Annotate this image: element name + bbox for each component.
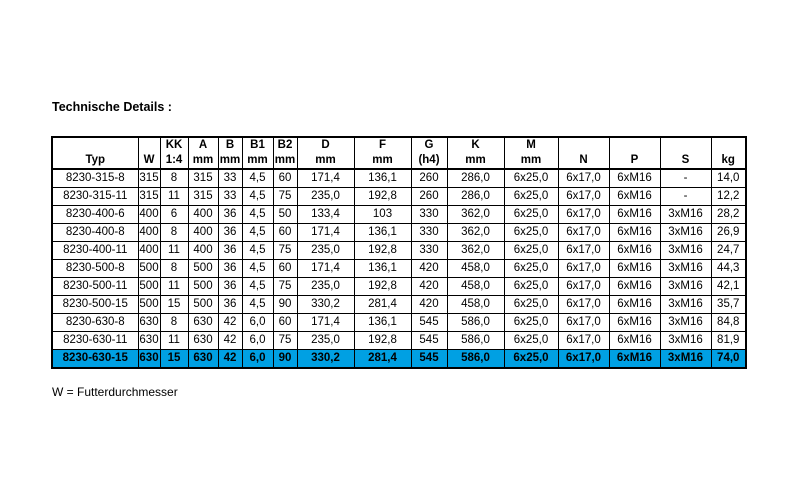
table-cell: 14,0 (711, 169, 746, 188)
table-cell: 330,2 (297, 296, 354, 314)
column-header: mm (297, 153, 354, 169)
table-cell: 136,1 (354, 224, 411, 242)
table-cell: 545 (411, 350, 447, 369)
table-header (52, 137, 746, 169)
table-cell: 42 (218, 350, 242, 369)
table-cell: 6xM16 (609, 314, 660, 332)
table-cell: 12,2 (711, 188, 746, 206)
table-cell: 171,4 (297, 260, 354, 278)
table-cell: 3xM16 (660, 206, 711, 224)
table-row (52, 278, 746, 296)
table-cell: 26,9 (711, 224, 746, 242)
table-cell: 74,0 (711, 350, 746, 369)
table-cell: 36 (218, 206, 242, 224)
table-cell: 84,8 (711, 314, 746, 332)
table-row (52, 332, 746, 350)
table-cell: 60 (273, 169, 297, 188)
table-row (52, 224, 746, 242)
table-cell: 586,0 (447, 314, 504, 332)
table-cell: 260 (411, 188, 447, 206)
type-cell: 8230-315-11 (52, 188, 138, 206)
footnote: W = Futterdurchmesser (52, 385, 178, 399)
table-cell: 103 (354, 206, 411, 224)
column-header: mm (188, 153, 218, 169)
table-cell: 8 (160, 224, 188, 242)
table-cell: 6x25,0 (504, 278, 558, 296)
table-cell: 362,0 (447, 206, 504, 224)
table-cell: 192,8 (354, 278, 411, 296)
column-header: G (411, 137, 447, 153)
table-cell: 400 (188, 206, 218, 224)
table-cell: 362,0 (447, 242, 504, 260)
table-cell: 286,0 (447, 188, 504, 206)
table-cell: 420 (411, 278, 447, 296)
table-cell: 4,5 (242, 260, 273, 278)
table-cell: 362,0 (447, 224, 504, 242)
table-cell: 6x25,0 (504, 260, 558, 278)
column-header: mm (273, 153, 297, 169)
table-cell: 42 (218, 314, 242, 332)
table-cell: 75 (273, 188, 297, 206)
table-cell: 15 (160, 350, 188, 369)
table-cell: 15 (160, 296, 188, 314)
table-cell: 500 (138, 260, 160, 278)
table-cell: 8 (160, 169, 188, 188)
table-cell: 400 (188, 224, 218, 242)
type-cell: 8230-400-8 (52, 224, 138, 242)
table-cell: 6x17,0 (558, 350, 609, 369)
column-header: Typ (52, 153, 138, 169)
column-header: S (660, 153, 711, 169)
table-cell: 458,0 (447, 296, 504, 314)
table-cell: 4,5 (242, 278, 273, 296)
type-cell: 8230-630-11 (52, 332, 138, 350)
table-cell: 315 (188, 188, 218, 206)
table-cell: 4,5 (242, 224, 273, 242)
table-cell: 192,8 (354, 332, 411, 350)
table-cell: 500 (138, 278, 160, 296)
table-cell: 315 (138, 169, 160, 188)
table-cell: 6x25,0 (504, 350, 558, 369)
table-cell: 6x17,0 (558, 296, 609, 314)
table-cell: 235,0 (297, 242, 354, 260)
table-cell: 281,4 (354, 296, 411, 314)
table-cell: 192,8 (354, 242, 411, 260)
column-header: B (218, 137, 242, 153)
table-cell: 458,0 (447, 278, 504, 296)
table-body (52, 169, 746, 368)
table-row (52, 242, 746, 260)
table-cell: 630 (188, 314, 218, 332)
table-cell: 6xM16 (609, 260, 660, 278)
column-header: KK (160, 137, 188, 153)
table-cell: 400 (188, 242, 218, 260)
table-cell: 500 (188, 278, 218, 296)
table-cell: 36 (218, 242, 242, 260)
table-cell: 75 (273, 242, 297, 260)
table-cell: 24,7 (711, 242, 746, 260)
table-cell: 6xM16 (609, 296, 660, 314)
table-cell: 281,4 (354, 350, 411, 369)
column-header: N (558, 153, 609, 169)
header-row-units-top (52, 137, 746, 153)
table-cell: 330 (411, 224, 447, 242)
table-cell: 44,3 (711, 260, 746, 278)
table-cell: 6xM16 (609, 278, 660, 296)
technical-details-table (51, 136, 747, 369)
table-cell: 3xM16 (660, 224, 711, 242)
column-header: A (188, 137, 218, 153)
table-cell: 6xM16 (609, 332, 660, 350)
table-cell: 171,4 (297, 169, 354, 188)
table-cell: 6x25,0 (504, 242, 558, 260)
table-cell: 545 (411, 332, 447, 350)
column-header: P (609, 153, 660, 169)
table-cell: 315 (138, 188, 160, 206)
column-header (711, 137, 746, 153)
table-cell: 6x17,0 (558, 188, 609, 206)
table-cell: 171,4 (297, 314, 354, 332)
table-cell: 11 (160, 278, 188, 296)
column-header: (h4) (411, 153, 447, 169)
table-row-highlighted (52, 350, 746, 369)
column-header: K (447, 137, 504, 153)
table-row (52, 314, 746, 332)
table-cell: 42 (218, 332, 242, 350)
column-header: F (354, 137, 411, 153)
column-header (660, 137, 711, 153)
table-cell: 6x25,0 (504, 332, 558, 350)
table-cell: 286,0 (447, 169, 504, 188)
table-cell: 6xM16 (609, 350, 660, 369)
table-cell: 630 (138, 332, 160, 350)
table-cell: 545 (411, 314, 447, 332)
table-cell: 6,0 (242, 314, 273, 332)
table-cell: 630 (138, 314, 160, 332)
type-cell: 8230-400-11 (52, 242, 138, 260)
table-row (52, 260, 746, 278)
table-cell: 420 (411, 260, 447, 278)
column-header: mm (242, 153, 273, 169)
table-cell: 315 (188, 169, 218, 188)
table-cell: 6xM16 (609, 188, 660, 206)
column-header: mm (447, 153, 504, 169)
table-cell: 11 (160, 242, 188, 260)
table-cell: 3xM16 (660, 296, 711, 314)
table-cell: 4,5 (242, 206, 273, 224)
table-cell: 6xM16 (609, 169, 660, 188)
column-header: mm (504, 153, 558, 169)
type-cell: 8230-315-8 (52, 169, 138, 188)
table-cell: 3xM16 (660, 332, 711, 350)
column-header: D (297, 137, 354, 153)
table-cell: 260 (411, 169, 447, 188)
table-cell: 33 (218, 188, 242, 206)
table-row (52, 188, 746, 206)
table-cell: - (660, 188, 711, 206)
table-cell: 6xM16 (609, 242, 660, 260)
table-cell: 3xM16 (660, 314, 711, 332)
table-cell: 171,4 (297, 224, 354, 242)
type-cell: 8230-500-11 (52, 278, 138, 296)
table-cell: 400 (138, 224, 160, 242)
table-cell: 6x25,0 (504, 206, 558, 224)
table-cell: 6,0 (242, 332, 273, 350)
type-cell: 8230-630-8 (52, 314, 138, 332)
table-cell: 33 (218, 169, 242, 188)
table-cell: 6x17,0 (558, 169, 609, 188)
table-cell: 3xM16 (660, 242, 711, 260)
table-cell: 192,8 (354, 188, 411, 206)
column-header: M (504, 137, 558, 153)
table-cell: 6xM16 (609, 206, 660, 224)
table-cell: 458,0 (447, 260, 504, 278)
table-cell: 6x17,0 (558, 224, 609, 242)
table-cell: 500 (138, 296, 160, 314)
table-cell: 330 (411, 206, 447, 224)
table-cell: 4,5 (242, 296, 273, 314)
table-cell: 6,0 (242, 350, 273, 369)
table-cell: 4,5 (242, 169, 273, 188)
table-cell: 136,1 (354, 260, 411, 278)
table-cell: 35,7 (711, 296, 746, 314)
table-cell: 60 (273, 260, 297, 278)
table-cell: 3xM16 (660, 278, 711, 296)
table-cell: 8 (160, 314, 188, 332)
column-header: W (138, 153, 160, 169)
table-cell: 136,1 (354, 314, 411, 332)
table-cell: 11 (160, 332, 188, 350)
table-cell: 400 (138, 242, 160, 260)
table-cell: - (660, 169, 711, 188)
type-cell: 8230-400-6 (52, 206, 138, 224)
column-header (52, 137, 138, 153)
table-cell: 36 (218, 260, 242, 278)
table-cell: 630 (138, 350, 160, 369)
column-header: mm (354, 153, 411, 169)
table-cell: 235,0 (297, 278, 354, 296)
table-cell: 28,2 (711, 206, 746, 224)
table-row (52, 296, 746, 314)
table-cell: 90 (273, 296, 297, 314)
table-cell: 235,0 (297, 188, 354, 206)
type-cell: 8230-500-15 (52, 296, 138, 314)
table-cell: 8 (160, 260, 188, 278)
table-cell: 420 (411, 296, 447, 314)
table-cell: 6x17,0 (558, 260, 609, 278)
header-row-labels (52, 153, 746, 169)
table-cell: 3xM16 (660, 350, 711, 369)
column-header: mm (218, 153, 242, 169)
column-header: B2 (273, 137, 297, 153)
table-cell: 586,0 (447, 350, 504, 369)
table-cell: 42,1 (711, 278, 746, 296)
table-cell: 330,2 (297, 350, 354, 369)
column-header: kg (711, 153, 746, 169)
table-cell: 6x25,0 (504, 224, 558, 242)
table-cell: 36 (218, 296, 242, 314)
table-row (52, 169, 746, 188)
table-cell: 36 (218, 224, 242, 242)
table-cell: 6x25,0 (504, 188, 558, 206)
table-cell: 11 (160, 188, 188, 206)
table-cell: 500 (188, 260, 218, 278)
table-cell: 6x17,0 (558, 278, 609, 296)
column-header (609, 137, 660, 153)
column-header: B1 (242, 137, 273, 153)
table-cell: 630 (188, 350, 218, 369)
table-cell: 90 (273, 350, 297, 369)
table-cell: 6x17,0 (558, 206, 609, 224)
table-cell: 6 (160, 206, 188, 224)
table-cell: 133,4 (297, 206, 354, 224)
column-header: 1:4 (160, 153, 188, 169)
table-cell: 6x25,0 (504, 296, 558, 314)
section-title: Technische Details : (52, 100, 172, 114)
table-cell: 36 (218, 278, 242, 296)
table-cell: 50 (273, 206, 297, 224)
table-cell: 75 (273, 332, 297, 350)
table-cell: 136,1 (354, 169, 411, 188)
table-cell: 500 (188, 296, 218, 314)
table-cell: 586,0 (447, 332, 504, 350)
column-header (558, 137, 609, 153)
table-cell: 6x25,0 (504, 314, 558, 332)
table-cell: 6x17,0 (558, 314, 609, 332)
column-header (138, 137, 160, 153)
table-cell: 400 (138, 206, 160, 224)
table-cell: 75 (273, 278, 297, 296)
table-cell: 330 (411, 242, 447, 260)
table-row (52, 206, 746, 224)
table-cell: 4,5 (242, 242, 273, 260)
type-cell: 8230-500-8 (52, 260, 138, 278)
table-cell: 630 (188, 332, 218, 350)
table-cell: 6xM16 (609, 224, 660, 242)
table-cell: 3xM16 (660, 260, 711, 278)
table-cell: 60 (273, 314, 297, 332)
table-cell: 4,5 (242, 188, 273, 206)
table-cell: 235,0 (297, 332, 354, 350)
table-cell: 6x17,0 (558, 242, 609, 260)
table-cell: 81,9 (711, 332, 746, 350)
table-cell: 6x25,0 (504, 169, 558, 188)
type-cell: 8230-630-15 (52, 350, 138, 369)
table-cell: 6x17,0 (558, 332, 609, 350)
table-cell: 60 (273, 224, 297, 242)
